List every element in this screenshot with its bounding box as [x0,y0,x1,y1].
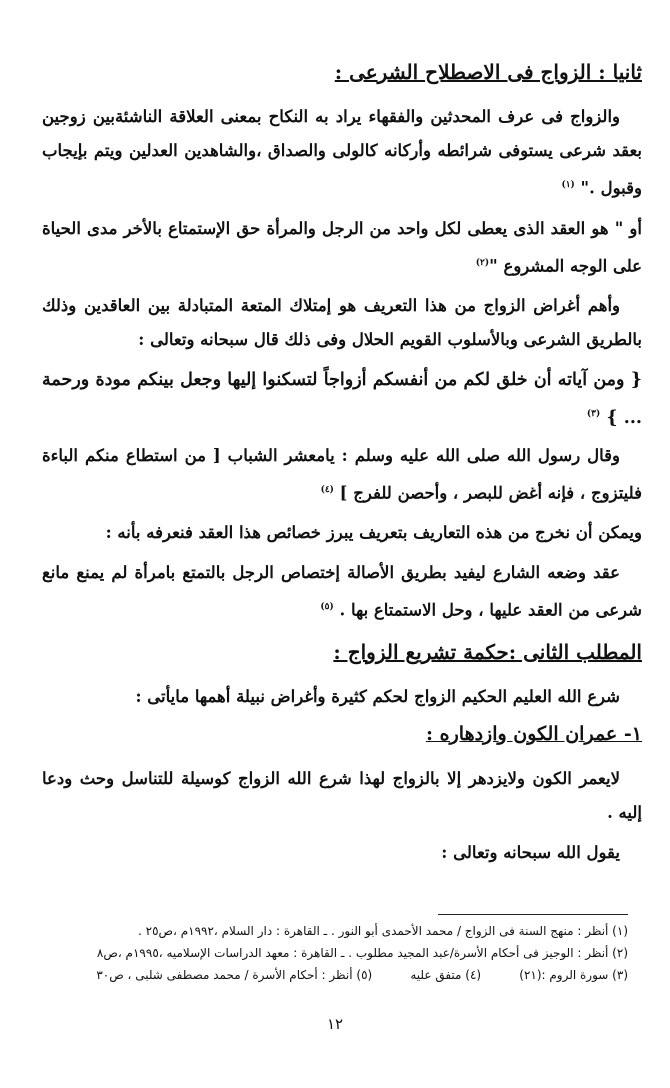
paragraph-text: عقد وضعه الشارع ليفيد بطريق الأصالة إختصاص الرجل بالتمتع بامرأة لم يمنع مانع شرعى من العقد عليها ، وحل الاستمتاع بها . [42,563,642,620]
paragraph-derived-definition: ويمكن أن نخرج من هذه التعاريف بتعريف يبرز خصائص هذا العقد فنعرفه بأنه : [105,523,642,543]
section-heading-sharia-definition: ثانيا : الزواج فى الاصطلاح الشرعى : [334,60,642,84]
paragraph-text: أو " هو العقد الذى يعطى لكل واحد من الرجل والمرأة حق الإستمتاع بالأخر مدى الحياة على الوجه المشروع " [42,218,642,275]
paragraph-text: والزواج فى عرف المحدثين والفقهاء يراد به النكاح بمعنى العلاقة الناشئةبين زوجين بعقد شرعى يستوفى شرائطه وأركانه كالولى والصداق ،والشاهدين العدلين ويتم بإيجاب وقبول ." [42,107,642,198]
footnote-ref-4: (٤) [320,484,334,495]
footnote-ref-5: (٥) [320,602,334,613]
paragraph-wisdom-intro: شرع الله العليم الحكيم الزواج لحكم كثيرة وأغراض نبيلة أهمها مايأتى : [135,686,620,706]
hadith-text: وقال رسول الله صلى الله عليه وسلم : يامعشر الشباب [ من استطاع منكم الباءة فليتزوج ، فإنه أغض للبصر ، وأحصن للفرج ] [42,445,642,503]
paragraph-purposes: وأهم أغراض الزواج من هذا التعريف هو إمتلاك المتعة المتبادلة بين العاقدين وذلك بالطريق الشرعى وبالأسلوب القويم الحلال وفى ذلك قال سبحانه وتعالى : [42,296,642,349]
page-body [42,58,642,876]
page-number: ١٢ [326,1015,344,1033]
footnote-3: (٣) سورة الروم :(٢١) (٤) متفق عليه (٥) أنظر : أحكام الأسرة / محمد مصطفى شلبى ، ص٣٠ [96,968,628,982]
paragraph-contract-definition [42,556,642,628]
section-heading-wisdom: المطلب الثانى :حكمة تشريع الزواج : [333,639,642,664]
footnote-divider [438,914,628,915]
paragraph-verse-intro: يقول الله سبحانه وتعالى : [441,842,620,862]
footnote-ref-3: (٣) [586,409,601,419]
footnote-ref-2: (٢) [475,257,490,268]
paragraph-cosmos: لايعمر الكون ولايزدهر إلا بالزواج لهذا شرع الله الزواج كوسيلة للتناسل وحث ودعا إليه . [42,768,642,822]
paragraph-definition [42,100,642,206]
paragraph-alt-definition [42,212,642,284]
verse-text: { ومن آياته أن خلق لكم من أنفسكم أزواجاً لتسكنوا إليها وجعل بينكم مودة ورحمة ... } [42,370,642,428]
paragraph-hadith [42,439,642,511]
quran-verse [42,363,642,435]
sub-heading-cosmos: ١- عمران الكون وازدهاره : [426,722,642,745]
footnotes [28,920,628,986]
footnote-1: (١) أنظر : منهج السنة فى الزواج / محمد الأحمدى أبو النور . ـ القاهرة : دار السلام ،١٩٩٢م ،ص٢٥ . [137,924,628,938]
footnote-ref-1: (١) [561,180,575,190]
footnote-2: (٢) أنظر : الوجيز فى أحكام الأسرة/عبد المجيد مطلوب . ـ القاهرة : معهد الدراسات الإسلاميه ،١٩٩٥م ،ص٨ [96,946,628,960]
